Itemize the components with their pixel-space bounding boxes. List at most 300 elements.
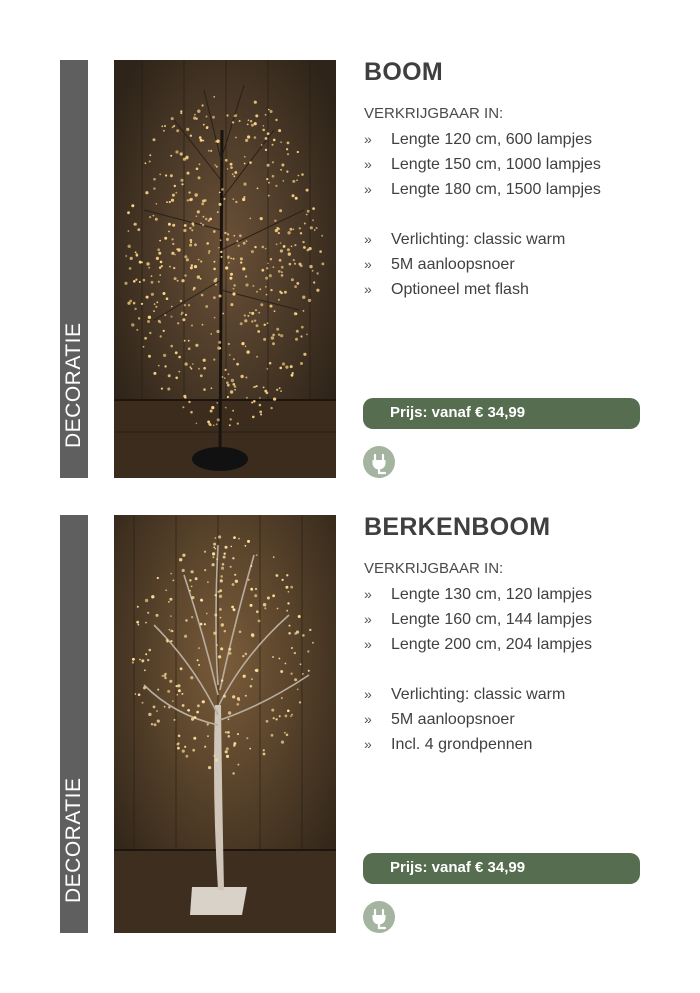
light-dot: [256, 610, 259, 613]
light-dot: [184, 304, 186, 306]
light-dot: [136, 621, 139, 624]
light-dot: [211, 387, 213, 389]
light-dot: [237, 733, 239, 735]
light-dot: [175, 150, 178, 153]
light-dot: [193, 737, 196, 740]
light-dot: [251, 633, 254, 636]
light-dot: [265, 137, 268, 140]
light-dot: [224, 198, 226, 200]
list-item: » Lengte 150 cm, 1000 lampjes: [364, 156, 601, 173]
light-dot: [190, 241, 192, 243]
light-dot: [134, 308, 136, 310]
light-dot: [231, 379, 234, 382]
light-dot: [234, 389, 236, 391]
light-dot: [145, 622, 147, 624]
light-dot: [278, 129, 281, 132]
light-dot: [173, 267, 175, 269]
light-dot: [246, 737, 248, 739]
light-dot: [166, 297, 169, 300]
light-dot: [161, 388, 163, 390]
light-dot: [169, 680, 172, 683]
light-dot: [302, 296, 305, 299]
light-dot: [213, 96, 215, 98]
light-dot: [157, 720, 160, 723]
light-dot: [169, 266, 171, 268]
light-dot: [218, 535, 221, 538]
light-dot: [151, 293, 154, 296]
light-dot: [202, 324, 204, 326]
light-dot: [281, 271, 283, 273]
list-item: » Incl. 4 grondpennen: [364, 736, 533, 753]
light-dot: [156, 710, 158, 712]
light-dot: [166, 201, 168, 203]
light-dot: [153, 310, 155, 312]
light-dot: [297, 689, 299, 691]
light-dot: [291, 647, 293, 649]
light-dot: [289, 263, 292, 266]
light-dot: [245, 653, 248, 656]
light-dot: [216, 423, 218, 425]
light-dot: [215, 594, 217, 596]
light-dot: [270, 289, 272, 291]
light-dot: [287, 248, 290, 251]
light-dot: [289, 228, 292, 231]
light-dot: [168, 601, 170, 603]
light-dot: [233, 358, 235, 360]
light-dot: [182, 406, 184, 408]
light-dot: [307, 249, 310, 252]
light-dot: [216, 644, 218, 646]
light-dot: [248, 119, 250, 121]
light-dot: [127, 211, 130, 214]
product-title: BOOM: [364, 58, 443, 86]
light-dot: [281, 266, 284, 269]
light-dot: [233, 608, 236, 611]
light-dot: [143, 346, 145, 348]
light-dot: [245, 376, 247, 378]
light-dot: [151, 281, 154, 284]
light-dot: [244, 156, 246, 158]
light-dot: [294, 652, 296, 654]
light-dot: [190, 135, 192, 137]
light-dot: [221, 567, 224, 570]
light-dot: [187, 172, 190, 175]
light-dot: [284, 732, 286, 734]
light-dot: [227, 168, 229, 170]
light-dot: [238, 245, 240, 247]
light-dot: [143, 686, 146, 689]
light-dot: [267, 132, 270, 135]
light-dot: [137, 606, 139, 608]
light-dot: [251, 320, 253, 322]
light-dot: [207, 723, 209, 725]
light-dot: [285, 366, 288, 369]
light-dot: [281, 697, 283, 699]
light-dot: [215, 758, 218, 761]
light-dot: [240, 257, 243, 260]
light-dot: [161, 125, 163, 127]
light-dot: [202, 140, 204, 142]
light-dot: [276, 574, 279, 577]
light-dot: [213, 296, 216, 299]
light-dot: [161, 675, 163, 677]
light-dot: [273, 139, 276, 142]
light-dot: [188, 347, 191, 350]
light-dot: [138, 624, 140, 626]
light-dot: [237, 423, 239, 425]
light-dot: [209, 218, 212, 221]
light-dot: [184, 340, 186, 342]
light-dot: [234, 171, 237, 174]
light-dot: [296, 179, 298, 181]
light-dot: [267, 164, 270, 167]
light-dot: [291, 278, 294, 281]
light-dot: [292, 194, 295, 197]
light-dot: [198, 368, 200, 370]
light-dot: [172, 126, 174, 128]
light-dot: [146, 262, 149, 265]
light-dot: [175, 377, 178, 380]
light-dot: [175, 192, 177, 194]
light-dot: [213, 543, 216, 546]
light-dot: [153, 372, 156, 375]
light-dot: [172, 224, 175, 227]
light-dot: [167, 388, 170, 391]
light-dot: [163, 674, 166, 677]
light-dot: [263, 753, 266, 756]
light-dot: [286, 610, 288, 612]
light-dot: [228, 648, 231, 651]
light-dot: [267, 263, 269, 265]
light-dot: [303, 353, 306, 356]
light-dot: [207, 735, 209, 737]
light-dot: [227, 384, 230, 387]
light-dot: [249, 312, 251, 314]
light-dot: [193, 289, 195, 291]
light-dot: [158, 281, 160, 283]
light-dot: [316, 227, 318, 229]
light-dot: [205, 218, 207, 220]
light-dot: [243, 675, 246, 678]
light-dot: [156, 203, 158, 205]
light-dot: [232, 557, 234, 559]
light-dot: [165, 589, 167, 591]
light-dot: [322, 263, 325, 266]
light-dot: [215, 284, 217, 286]
light-dot: [265, 277, 268, 280]
light-dot: [225, 267, 227, 269]
light-dot: [256, 324, 259, 327]
light-dot: [159, 267, 161, 269]
light-dot: [151, 595, 154, 598]
light-dot: [232, 772, 235, 775]
light-dot: [141, 659, 144, 662]
light-dot: [124, 282, 127, 285]
light-dot: [177, 684, 180, 687]
light-dot: [285, 586, 288, 589]
light-dot: [278, 299, 280, 301]
light-dot: [250, 120, 252, 122]
light-dot: [197, 704, 200, 707]
light-dot: [149, 332, 151, 334]
light-dot: [244, 314, 246, 316]
plug-icon: [363, 901, 395, 933]
light-dot: [193, 117, 196, 120]
light-dot: [172, 700, 174, 702]
list-item: » Lengte 180 cm, 1500 lampjes: [364, 181, 601, 198]
light-dot: [272, 342, 275, 345]
light-dot: [242, 267, 245, 270]
light-dot: [177, 322, 179, 324]
light-dot: [225, 731, 227, 733]
light-dot: [180, 110, 182, 112]
light-dot: [230, 273, 233, 276]
light-dot: [223, 695, 226, 698]
light-dot: [265, 114, 267, 116]
light-dot: [277, 608, 279, 610]
light-dot: [194, 265, 197, 268]
light-dot: [273, 398, 276, 401]
light-dot: [185, 619, 187, 621]
light-dot: [263, 387, 265, 389]
light-dot: [292, 372, 294, 374]
light-dot: [281, 164, 284, 167]
light-dot: [280, 249, 283, 252]
light-dot: [316, 289, 319, 292]
light-dot: [182, 554, 185, 557]
light-dot: [257, 188, 259, 190]
light-dot: [250, 604, 253, 607]
light-dot: [192, 363, 194, 365]
light-dot: [264, 390, 267, 393]
light-dot: [233, 175, 235, 177]
light-dot: [200, 223, 202, 225]
light-dot: [201, 294, 204, 297]
light-dot: [183, 395, 186, 398]
light-dot: [202, 700, 205, 703]
light-dot: [234, 115, 236, 117]
light-dot: [200, 260, 202, 262]
light-dot: [163, 292, 166, 295]
light-dot: [156, 257, 159, 260]
light-dot: [248, 579, 250, 581]
light-dot: [217, 418, 220, 421]
light-dot: [190, 198, 193, 201]
light-dot: [215, 548, 217, 550]
light-dot: [184, 255, 187, 258]
light-dot: [228, 343, 230, 345]
light-dot: [190, 266, 193, 269]
light-dot: [168, 223, 171, 226]
light-dot: [254, 246, 256, 248]
light-dot: [286, 171, 288, 173]
light-dot: [216, 402, 218, 404]
light-dot: [164, 125, 166, 127]
light-dot: [278, 334, 280, 336]
light-dot: [228, 652, 231, 655]
price-label: Prijs: vanaf € 34,99: [390, 859, 526, 876]
light-dot: [276, 328, 279, 331]
light-dot: [310, 226, 313, 229]
light-dot: [147, 320, 150, 323]
light-dot: [258, 312, 260, 314]
light-dot: [144, 669, 146, 671]
light-dot: [225, 369, 227, 371]
light-dot: [306, 334, 308, 336]
light-dot: [194, 243, 197, 246]
light-dot: [306, 214, 308, 216]
light-dot: [307, 650, 309, 652]
light-dot: [220, 575, 223, 578]
light-dot: [287, 602, 289, 604]
light-dot: [259, 411, 262, 414]
light-dot: [266, 294, 268, 296]
light-dot: [153, 178, 156, 181]
light-dot: [273, 717, 275, 719]
light-dot: [272, 334, 275, 337]
light-dot: [254, 101, 257, 104]
light-dot: [251, 678, 253, 680]
light-dot: [192, 225, 194, 227]
light-dot: [261, 269, 264, 272]
light-dot: [296, 282, 299, 285]
light-dot: [312, 219, 314, 221]
light-dot: [188, 340, 190, 342]
light-dot: [300, 362, 303, 365]
light-dot: [214, 614, 217, 617]
light-dot: [188, 304, 190, 306]
light-dot: [247, 540, 250, 543]
light-dot: [188, 191, 190, 193]
light-dot: [199, 136, 202, 139]
light-dot: [298, 175, 300, 177]
light-dot: [207, 581, 209, 583]
light-dot: [245, 545, 247, 547]
light-dot: [213, 261, 215, 263]
light-dot: [160, 335, 162, 337]
light-dot: [287, 710, 290, 713]
light-dot: [159, 321, 161, 323]
light-dot: [149, 154, 151, 156]
light-dot: [233, 536, 236, 539]
light-dot: [271, 336, 274, 339]
light-dot: [218, 655, 221, 658]
light-dot: [230, 390, 233, 393]
light-dot: [194, 716, 197, 719]
light-dot: [291, 374, 294, 377]
light-dot: [185, 314, 187, 316]
light-dot: [286, 734, 289, 737]
light-dot: [252, 416, 255, 419]
light-dot: [228, 373, 230, 375]
light-dot: [176, 129, 179, 132]
light-dot: [260, 303, 263, 306]
light-dot: [154, 303, 156, 305]
light-dot: [294, 244, 296, 246]
light-dot: [157, 577, 159, 579]
light-dot: [241, 342, 244, 345]
light-dot: [245, 283, 248, 286]
light-dot: [200, 599, 203, 602]
light-dot: [129, 267, 132, 270]
light-dot: [186, 128, 189, 131]
plug-icon: [363, 446, 395, 478]
light-dot: [211, 406, 214, 409]
light-dot: [226, 381, 229, 384]
list-item: » Optioneel met flash: [364, 281, 529, 298]
light-dot: [308, 670, 310, 672]
light-dot: [169, 598, 172, 601]
light-dot: [177, 747, 180, 750]
light-dot: [267, 322, 269, 324]
light-dot: [243, 242, 246, 245]
light-dot: [272, 594, 275, 597]
light-dot: [151, 723, 153, 725]
light-dot: [179, 558, 182, 561]
light-dot: [148, 355, 151, 358]
light-dot: [279, 291, 281, 293]
light-dot: [137, 228, 140, 231]
light-dot: [208, 150, 210, 152]
light-dot: [291, 246, 293, 248]
light-dot: [230, 166, 233, 169]
light-dot: [168, 706, 170, 708]
light-dot: [268, 182, 270, 184]
light-dot: [309, 265, 312, 268]
light-dot: [278, 270, 281, 273]
light-dot: [189, 227, 191, 229]
light-dot: [273, 266, 275, 268]
light-dot: [231, 546, 233, 548]
light-dot: [260, 217, 263, 220]
light-dot: [264, 607, 266, 609]
light-dot: [279, 367, 282, 370]
light-dot: [244, 319, 247, 322]
light-dot: [218, 591, 220, 593]
light-dot: [196, 711, 199, 714]
light-dot: [191, 616, 193, 618]
light-dot: [295, 313, 297, 315]
light-dot: [220, 579, 223, 582]
light-dot: [155, 306, 157, 308]
light-dot: [255, 114, 258, 117]
light-dot: [290, 365, 293, 368]
light-dot: [170, 155, 172, 157]
light-dot: [232, 173, 234, 175]
light-dot: [170, 573, 172, 575]
light-dot: [155, 218, 158, 221]
light-dot: [279, 209, 282, 212]
light-dot: [235, 580, 238, 583]
product-info: [364, 513, 644, 757]
light-dot: [186, 755, 189, 758]
light-dot: [177, 280, 179, 282]
light-dot: [251, 250, 254, 253]
light-dot: [284, 291, 287, 294]
light-dot: [237, 697, 240, 700]
light-dot: [232, 292, 235, 295]
light-dot: [213, 359, 215, 361]
category-label: DECORATIE: [62, 322, 85, 448]
light-dot: [270, 407, 272, 409]
light-dot: [232, 583, 235, 586]
light-dot: [206, 613, 208, 615]
light-dot: [172, 238, 174, 240]
light-dot: [131, 323, 134, 326]
light-dot: [244, 163, 246, 165]
light-dot: [171, 117, 174, 120]
feature-list: [364, 682, 644, 757]
